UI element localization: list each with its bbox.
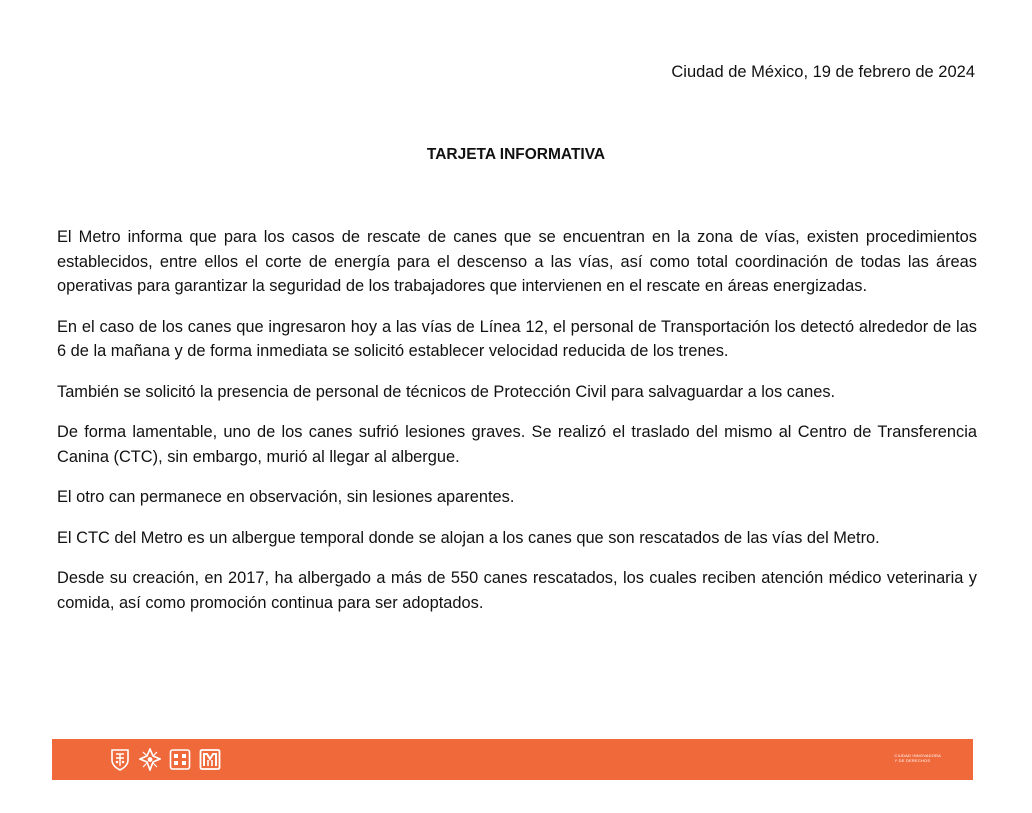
cdmx-government-logo-icon <box>139 748 161 771</box>
innovation-logo-icon <box>169 748 191 771</box>
cdmx-coat-of-arms-icon <box>109 748 131 771</box>
paragraph: El CTC del Metro es un albergue temporal donde se alojan a los canes que son rescatados de las vías del Metro. <box>57 528 880 547</box>
paragraph: El Metro informa que para los casos de rescate de canes que se encuentran en la zona de vías, existen procedimientos establecidos, entre ellos el corte de energía para el descenso a las vías, así como total coordinación de todas las áreas operativas para garantizar la seguridad de los trabajadores que intervienen en el rescate en áreas energizadas. <box>57 228 977 295</box>
paragraph: También se solicitó la presencia de personal de técnicos de Protección Civil para salvaguardar a los canes. <box>57 382 836 401</box>
paragraph: De forma lamentable, uno de los canes sufrió lesiones graves. Se realizó el traslado del mismo al Centro de Transferencia Canina (CTC), sin embargo, murió al llegar al albergue. <box>57 423 977 466</box>
paragraph: En el caso de los canes que ingresaron hoy a las vías de Línea 12, el personal de Transportación los detectó alrededor de las 6 de la mañana y de forma inmediata se solicitó establecer velocidad reducida de los trenes. <box>57 317 977 360</box>
footer-band <box>52 739 973 780</box>
paragraph: El otro can permanece en observación, sin lesiones aparentes. <box>57 488 515 506</box>
document-date: Ciudad de México, 19 de febrero de 2024 <box>671 63 975 81</box>
footer-seal-text: CIUDAD INNOVADORA Y DE DERECHOS <box>894 753 941 763</box>
document-body <box>57 225 977 631</box>
document-title: TARJETA INFORMATIVA <box>426 146 606 163</box>
footer-logos <box>109 748 221 771</box>
metro-logo-icon <box>199 748 221 771</box>
paragraph: Desde su creación, en 2017, ha albergado a más de 550 canes rescatados, los cuales reciben atención médico veterinaria y comida, así como promoción continua para ser adoptados. <box>57 569 977 612</box>
footer-seal <box>895 753 941 763</box>
